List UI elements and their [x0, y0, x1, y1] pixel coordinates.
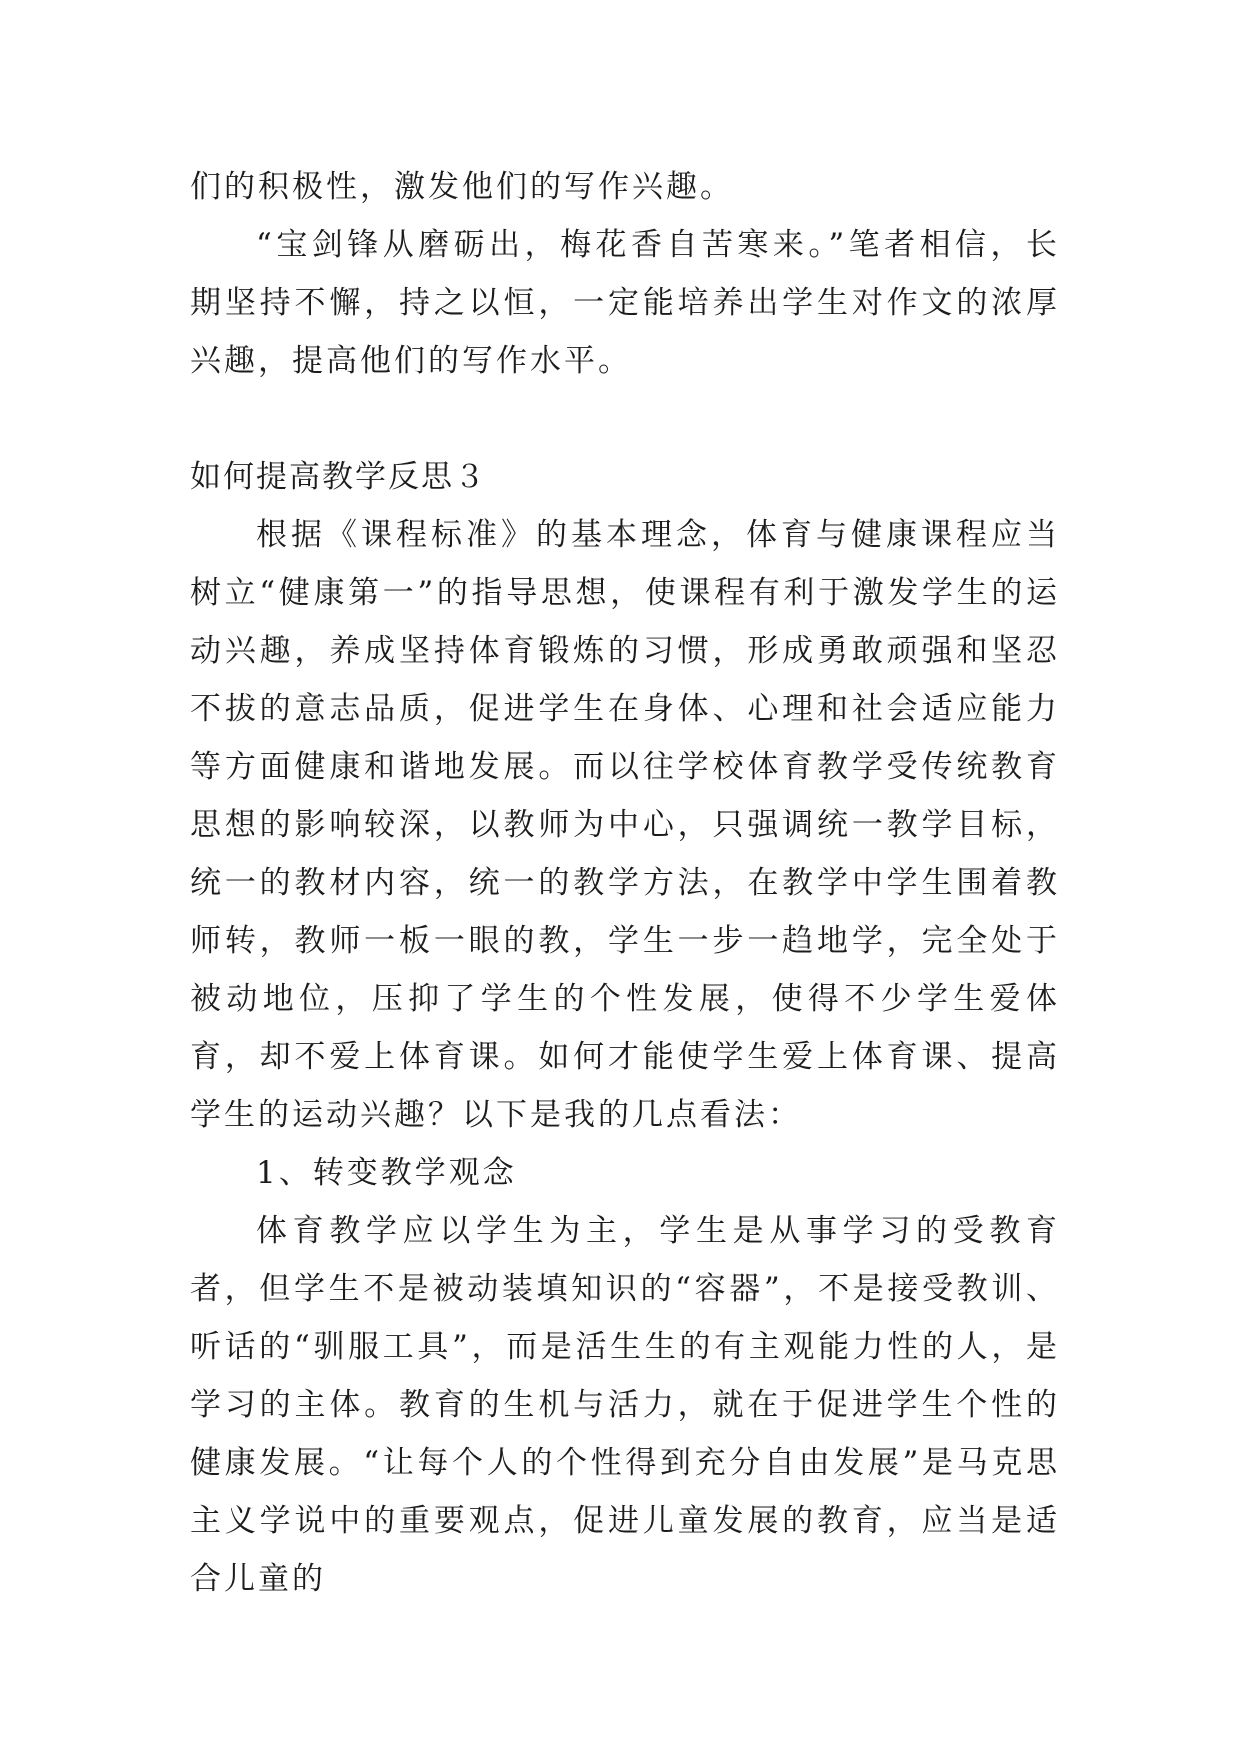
paragraph-body: 体育教学应以学生为主，学生是从事学习的受教育者，但学生不是被动装填知识的“容器”，不是接受教训、听话的“驯服工具”，而是活生生的有主观能力性的人，是学习的主体。教育的生机与活力，就在于促进学生个性的健康发展。“让每个人的个性得到充分自由发展”是马克思主义学说中的重要观点，促进儿童发展的教育，应当是适合儿童的 [190, 1213, 1060, 1597]
paragraph-continuation: 们的积极性，激发他们的写作兴趣。 [190, 169, 734, 205]
subheading-item-1: 1、转变教学观念 [256, 1155, 517, 1191]
paragraph-intro: 根据《课程标准》的基本理念，体育与健康课程应当树立“健康第一”的指导思想，使课程有利于激发学生的运动兴趣，养成坚持体育锻炼的习惯，形成勇敢顽强和坚忍不拔的意志品质，促进学生在身体、心理和社会适应能力等方面健康和谐地发展。而以往学校体育教学受传统教育思想的影响较深，以教师为中心，只强调统一教学目标，统一的教材内容，统一的教学方法，在教学中学生围着教师转，教师一板一眼的教，学生一步一趋地学，完全处于被动地位，压抑了学生的个性发展，使得不少学生爱体育，却不爱上体育课。如何才能使学生爱上体育课、提高学生的运动兴趣？以下是我的几点看法： [190, 517, 1060, 1133]
document-body [190, 158, 1060, 1608]
paragraph-quote: “宝剑锋从磨砺出，梅花香自苦寒来。”笔者相信，长期坚持不懈，持之以恒，一定能培养出学生对作文的浓厚兴趣，提高他们的写作水平。 [190, 227, 1060, 379]
section-heading: 如何提高教学反思３ [190, 459, 487, 495]
